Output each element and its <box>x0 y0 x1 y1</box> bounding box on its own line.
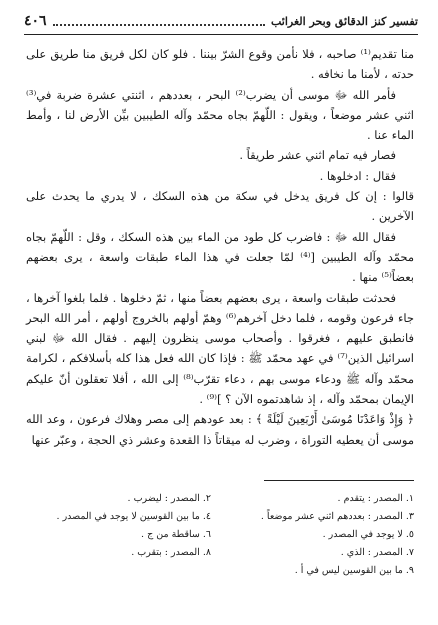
paragraph: فأمر الله ﷻ موسى أن يضرب⁽²⁾ البحر ، بعددهم ، اثنتي عشرة ضربة في⁽³⁾ اثني عشر موضعاً ، ويقول : اللّهمّ بجاه محمّد وآله الطيبين بيِّن الأرض لنا ، وأمط الماء عنا . <box>26 87 414 143</box>
footnote: ٦. ساقطة من ج . <box>141 529 211 540</box>
running-title: تفسير كنز الدقائق وبحر الغرائب <box>270 14 418 28</box>
footnote: ٤. ما بين القوسين لا يوجد في المصدر . <box>56 511 211 522</box>
footnote: ٢. المصدر : ليضرب . <box>127 493 211 504</box>
page-number: ٤٠٦ <box>24 13 47 29</box>
footnotes <box>26 492 414 578</box>
footnote: ٩. ما بين القوسين ليس في أ . <box>294 565 414 576</box>
header-rule <box>24 34 418 35</box>
dotted-leader <box>53 23 265 26</box>
footnote: ٧. المصدر : الذي . <box>340 547 414 558</box>
paragraph: قالوا : إن كل فريق يدخل في سكة من هذه السكك ، لا يدري ما يحدث على الآخرين . <box>26 189 414 224</box>
paragraph: فقال الله ﷻ : فاضرب كل طود من الماء بين هذه السكك ، وقل : اللّهمّ بجاه محمّد وآله الطيبين [⁽⁴⁾ لمّا جعلت في هذا الماء طبقات واسعة ، يرى بعضهم بعضاً⁽⁵⁾ منها . <box>26 229 414 285</box>
paragraph: فقال : ادخلوها . <box>319 168 396 183</box>
footnote-separator <box>264 480 414 481</box>
footnote: ٣. المصدر : بعددهم اثني عشر موضعاً . <box>260 511 414 522</box>
page-header <box>24 10 418 32</box>
footnote: ١. المصدر : يتقدم . <box>337 493 414 504</box>
footnote: ٥. لا يوجد في المصدر . <box>322 529 414 540</box>
paragraph: ﴿ وَإِذْ وَاعَدْنَا مُوسَىٰ أَرْبَعِينَ لَيْلَةً ﴾ : بعد عودهم إلى مصر وهلاك فرعون ، وعد الله موسى أن يعطيه التوراة ، وضرب له ميقاتاً ذا القعدة وعشر ذي الحجة ، وعبّر عنها <box>26 412 414 447</box>
footnote: ٨. المصدر : بتقرب . <box>131 547 211 558</box>
paragraph: منا تقديم⁽¹⁾ صاحبه ، فلا نأمن وقوع الشرّ بيننا . فلو كان لكل فريق منا طريق على حدته ، لأمنا ما نخافه . <box>26 47 414 82</box>
body-text <box>26 44 414 450</box>
paragraph: فحدثت طبقات واسعة ، يرى بعضهم بعضاً منها ، ثمّ دخلوها . فلما بلغوا آخرها ، جاء فرعون وقومه ، فلما دخل آخرهم⁽⁶⁾ وهمّ أولهم بالخروج أولهم ، أمر الله البحر فانطبق عليهم ، فغرقوا . وأصحاب موسى ينظرون إليهم . فقال الله ﷻ لبني اسرائيل الذين⁽⁷⁾ في عهد محمّد ﷺ : فإذا كان الله فعل هذا كله بأسلافكم ، لكرامة محمّد وآله ﷺ ودعاء موسى بهم ، دعاء تقرّب⁽⁸⁾ إلى الله ، أفلا تعقلون أنّ عليكم الإيمان بمحمّد وآله ، إذ شاهدتموه الآن ؟ ]⁽⁹⁾ . <box>26 290 415 407</box>
paragraph: فصار فيه تمام اثني عشر طريقاً . <box>239 148 396 163</box>
